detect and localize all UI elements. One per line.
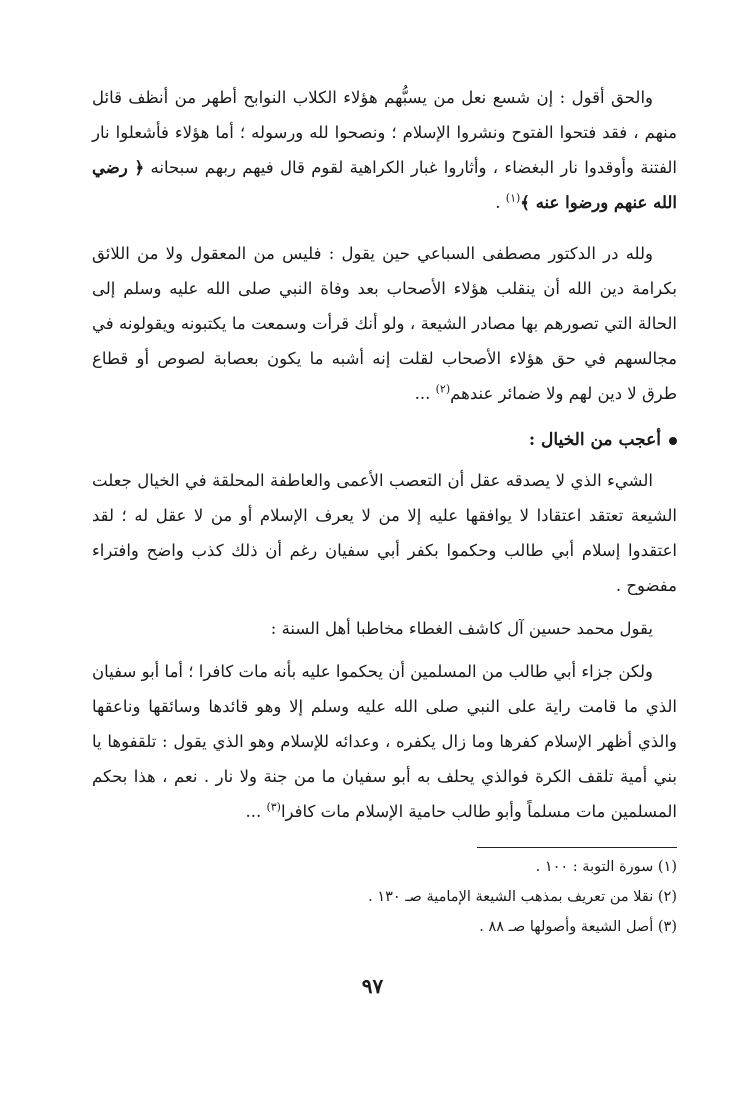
footnote-2: (٢) نقلا من تعريف بمذهب الشيعة الإمامية صـ ١٣٠ .: [368, 889, 677, 905]
footnotes: [92, 852, 677, 942]
footnote-ref-2: (٢): [435, 382, 451, 396]
footnote-1: (١) سورة التوبة : ١٠٠ .: [535, 859, 677, 875]
footnote-divider: [477, 847, 677, 848]
paragraph-5: [92, 654, 677, 829]
paragraph-2: [92, 236, 677, 411]
paragraph-4: يقول محمد حسين آل كاشف الغطاء مخاطبا أهل السنة :: [270, 619, 653, 638]
footnote-ref-1: (١): [505, 191, 521, 205]
paragraph-1: [92, 80, 677, 220]
paragraph-1-text: والحق أقول : إن شسع نعل من يسبُّهم هؤلاء الكلاب النوابح أطهر من أنظف قائل منهم ، فقد فتحوا الفتوح ونشروا الإسلام ؛ ونصحوا لله ورسوله ؛ أما هؤلاء فأشعلوا نار الفتنة وأوقدوا نار البغضاء ، وأثاروا غبار الكراهية لقوم قال فيهم ربهم سبحانه: [92, 88, 677, 177]
quran-quote: ﴿ رضي الله عنهم ورضوا عنه ﴾: [92, 158, 677, 212]
paragraph-5-text: ولكن جزاء أبي طالب من المسلمين أن يحكموا عليه بأنه مات كافرا ؛ أما أبو سفيان الذي ما قامت راية على النبي صلى الله عليه وسلم إلا وهو قائدها وسائقها وناعقها والذي أظهر الإسلام كفرها وما زال يكفره ، وعدائه للإسلام وهو الذي يقول : تلقفوها يا بني أمية تلقف الكرة فوالذي يحلف به أبو سفيان ما من جنة ولا نار . نعم ، هذا بحكم المسلمين مات مسلماً وأبو طالب حامية الإسلام مات كافرا: [92, 662, 677, 821]
section-heading: [92, 425, 677, 455]
paragraph-2-ellipsis: ...: [414, 384, 436, 403]
page-number: ٩٧: [361, 974, 384, 998]
paragraph-3: الشيء الذي لا يصدقه عقل أن التعصب الأعمى والعاطفة المحلقة في الخيال جعلت الشيعة تعتقد اعتقادا لا يوافقها عليه إلا من لا يعرف الإسلام أو من لا عقل له ؛ لقد اعتقدوا إسلام أبي طالب وحكموا بكفر أبي سفيان رغم أن ذلك كذب واضح وافتراء مفضوح .: [92, 471, 677, 595]
main-text: [92, 80, 677, 942]
sentence-end: .: [495, 193, 501, 212]
paragraph-2-text: ولله در الدكتور مصطفى السباعي حين يقول : فليس من المعقول ولا من اللائق بكرامة دين الله أن ينقلب هؤلاء الأصحاب بعد وفاة النبي صلى الله عليه وسلم إلى الحالة التي تصورهم بها مصادر الشيعة ، ولو أنك قرأت وسمعت ما يكتبونه ويقولونه في مجالسهم في حق هؤلاء الأصحاب لقلت إنه أشبه ما يكون بعصابة لصوص أو قطاع طرق لا دين لهم ولا ضمائر عندهم: [92, 244, 677, 403]
section-heading-text: أعجب من الخيال :: [528, 430, 661, 450]
paragraph-5-ellipsis: ...: [245, 802, 267, 821]
footnote-ref-3: (٣): [266, 800, 281, 814]
bullet-icon: [669, 437, 677, 445]
footnote-3: (٣) أصل الشيعة وأصولها صـ ٨٨ .: [479, 919, 677, 935]
